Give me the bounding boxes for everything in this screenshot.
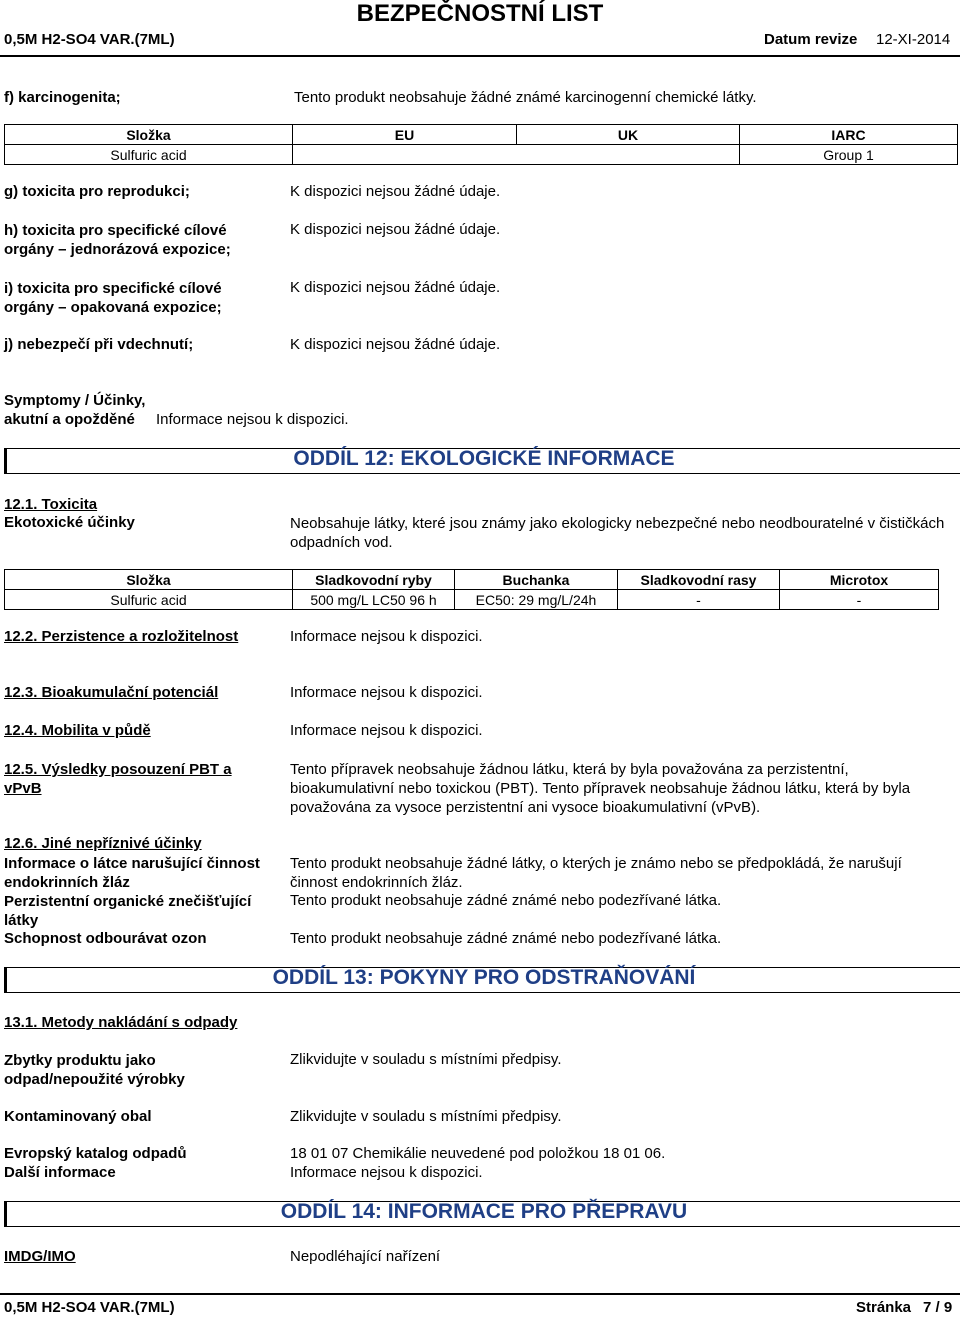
persistence-label: 12.2. Perzistence a rozložitelnost: [4, 628, 239, 645]
stot-single-value: K dispozici nejsou žádné údaje.: [290, 221, 501, 238]
page-number-label: Stránka: [856, 1299, 912, 1316]
table-cell: -: [780, 590, 939, 610]
endocrine-label: Informace o látce narušující činnost endokrinních žláz: [4, 855, 260, 891]
table-header-cell: EU: [293, 125, 517, 145]
ecotox-label: Ekotoxické účinky: [4, 514, 135, 531]
header-product-name: 0,5M H2-SO4 VAR.(7ML): [4, 31, 175, 48]
mobility-value: Informace nejsou k dispozici.: [290, 722, 483, 739]
reproductive-toxicity-value: K dispozici nejsou žádné údaje.: [290, 183, 501, 200]
table-header-row: [5, 125, 958, 145]
pop-label: Perzistentní organické znečišťující látky: [4, 893, 252, 929]
further-info-label: Další informace: [4, 1164, 116, 1181]
carcinogenicity-label: f) karcinogenita;: [4, 89, 121, 106]
table-header-cell: Složka: [5, 570, 293, 590]
table-cell: Group 1: [740, 145, 958, 165]
persistence-value: Informace nejsou k dispozici.: [290, 628, 483, 645]
table-header-cell: Sladkovodní ryby: [293, 570, 455, 590]
table-cell: [293, 145, 740, 165]
symptoms-label-line2: akutní a opožděné: [4, 411, 135, 428]
page-number: 7 / 9: [923, 1299, 953, 1316]
carcinogenicity-table: [4, 124, 958, 165]
imdg-value: Nepodléhající nařízení: [290, 1248, 441, 1265]
waste-methods-heading: 13.1. Metody nakládání s odpady: [4, 1014, 238, 1031]
footer-divider: [0, 1293, 960, 1295]
revision-date-value: 12-XI-2014: [876, 31, 951, 48]
section-12-header: [4, 448, 960, 474]
header-divider: [0, 55, 960, 57]
section-13-header: [4, 967, 960, 993]
waste-catalog-label: Evropský katalog odpadů: [4, 1145, 187, 1162]
table-row: [5, 590, 939, 610]
further-info-value: Informace nejsou k dispozici.: [290, 1164, 483, 1181]
table-header-row: [5, 570, 939, 590]
table-header-cell: Microtox: [780, 570, 939, 590]
table-header-cell: Složka: [5, 125, 293, 145]
ecotox-value: Neobsahuje látky, které jsou známy jako ekologicky nebezpečné nebo neodbouratelné v čističkách odpadních vod.: [290, 515, 945, 551]
stot-repeated-value: K dispozici nejsou žádné údaje.: [290, 279, 501, 296]
ozone-label: Schopnost odbourávat ozon: [4, 930, 207, 947]
contaminated-packaging-label: Kontaminovaný obal: [4, 1108, 152, 1125]
other-effects-heading: 12.6. Jiné nepříznivé účinky: [4, 835, 202, 852]
section-13-title: ODDÍL 13: POKYNY PRO ODSTRAŇOVÁNÍ: [272, 966, 696, 989]
stot-single-label: h) toxicita pro specifické cílové orgány – jednorázová expozice;: [4, 222, 231, 258]
contaminated-packaging-value: Zlikvidujte v souladu s místními předpisy.: [290, 1108, 562, 1125]
table-cell: EC50: 29 mg/L/24h: [455, 590, 618, 610]
table-cell: -: [618, 590, 780, 610]
reproductive-toxicity-label: g) toxicita pro reprodukci;: [4, 183, 190, 200]
table-header-cell: IARC: [740, 125, 958, 145]
section-14-title: ODDÍL 14: INFORMACE PRO PŘEPRAVU: [280, 1200, 688, 1223]
bioaccumulation-value: Informace nejsou k dispozici.: [290, 684, 483, 701]
table-cell: 500 mg/L LC50 96 h: [293, 590, 455, 610]
table-cell: Sulfuric acid: [5, 145, 293, 165]
ozone-value: Tento produkt neobsahuje zádné známé nebo podezřívané látka.: [290, 930, 722, 947]
endocrine-value: Tento produkt neobsahuje žádné látky, o kterých je známo nebo se předpokládá, že narušují činnost endokrinních žláz.: [290, 855, 902, 891]
footer-product-name: 0,5M H2-SO4 VAR.(7ML): [4, 1299, 175, 1316]
table-header-cell: Buchanka: [455, 570, 618, 590]
aspiration-hazard-value: K dispozici nejsou žádné údaje.: [290, 336, 501, 353]
section-14-header: [4, 1201, 960, 1227]
table-header-cell: Sladkovodní rasy: [618, 570, 780, 590]
table-header-cell: UK: [517, 125, 740, 145]
table-row: [5, 145, 958, 165]
document-title: BEZPEČNOSTNÍ LIST: [356, 0, 604, 27]
ecotoxicity-table: [4, 569, 939, 610]
bioaccumulation-label: 12.3. Bioakumulační potenciál: [4, 684, 219, 701]
pop-value: Tento produkt neobsahuje zádné známé nebo podezřívané látka.: [290, 892, 722, 909]
symptoms-value: Informace nejsou k dispozici.: [156, 411, 349, 428]
imdg-label: IMDG/IMO: [4, 1248, 76, 1265]
table-cell: Sulfuric acid: [5, 590, 293, 610]
aspiration-hazard-label: j) nebezpečí při vdechnutí;: [4, 336, 194, 353]
waste-catalog-value: 18 01 07 Chemikálie neuvedené pod položkou 18 01 06.: [290, 1145, 666, 1162]
pbt-value: Tento přípravek neobsahuje žádnou látku, která by byla považována za perzistentní, bioakumulativní nebo toxickou (PBT). Tento přípravek neobsahuje žádnou látku, která by byla považována za vysoce perzistentní ani vysoce bioakumulativní (vPvB).: [290, 761, 911, 816]
revision-date-label: Datum revize: [764, 31, 858, 48]
waste-residues-label: Zbytky produktu jako odpad/nepoužité výrobky: [4, 1052, 185, 1088]
section-12-title: ODDÍL 12: EKOLOGICKÉ INFORMACE: [293, 447, 675, 470]
waste-residues-value: Zlikvidujte v souladu s místními předpisy.: [290, 1051, 562, 1068]
carcinogenicity-value: Tento produkt neobsahuje žádné známé karcinogenní chemické látky.: [294, 89, 757, 106]
symptoms-label: Symptomy / Účinky,: [4, 392, 146, 409]
pbt-label: 12.5. Výsledky posouzení PBT a vPvB: [4, 761, 232, 797]
toxicity-heading: 12.1. Toxicita: [4, 496, 98, 513]
mobility-label: 12.4. Mobilita v půdě: [4, 722, 151, 739]
stot-repeated-label: i) toxicita pro specifické cílové orgány – opakovaná expozice;: [4, 280, 222, 316]
